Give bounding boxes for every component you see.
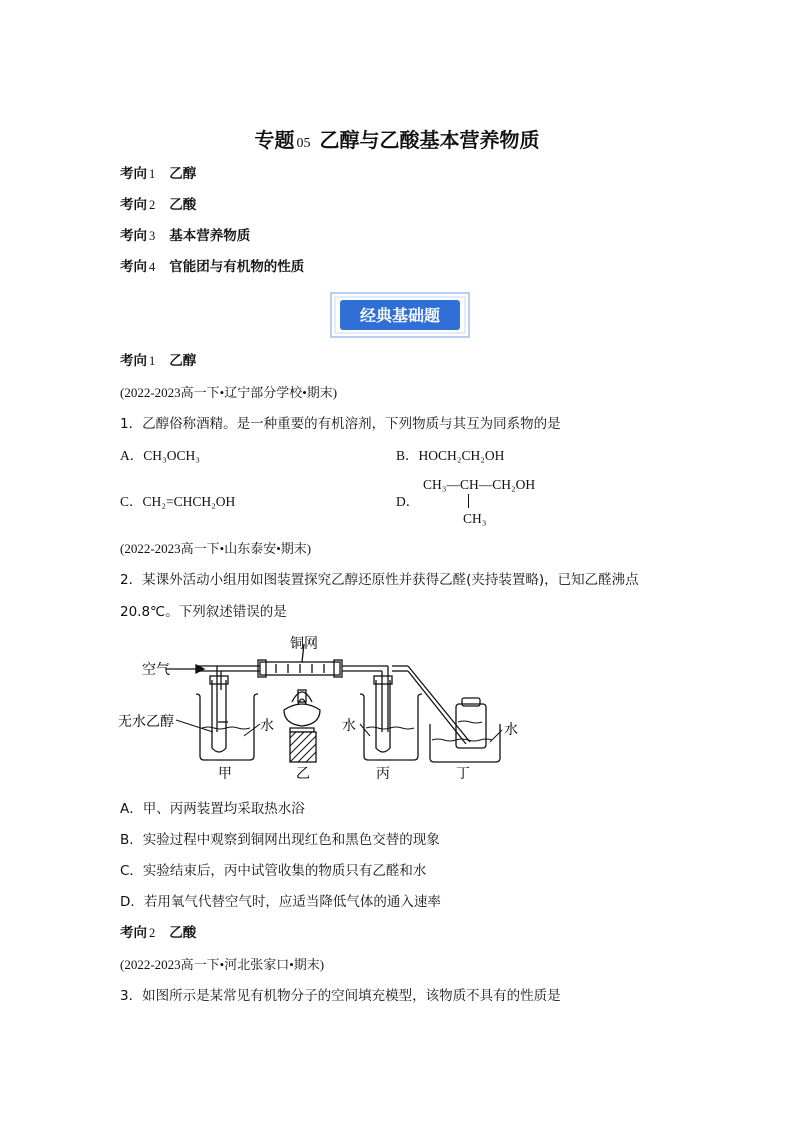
label-copper-mesh: 铜网 — [290, 636, 318, 652]
q1-option-b: B．HOCH₂CH₂OH — [396, 448, 505, 463]
q2-option-b: B．实验过程中观察到铜网出现红色和黑色交替的现象 — [120, 832, 440, 848]
badge-frame — [330, 290, 470, 340]
outline-item-4: 考向 4 官能团与有机物的性质 — [120, 259, 305, 275]
section-badge — [330, 290, 470, 340]
label-water-ding: 水 — [504, 722, 518, 738]
q1-option-d-formula: CH₃—CH—CH₂OH — [423, 477, 536, 492]
label-water-jia: 水 — [260, 718, 274, 734]
q3-stem: 3．如图所示是某常见有机物分子的空间填充模型，该物质不具有的性质是 — [120, 988, 561, 1004]
q1-option-d-branch: CH₃ — [463, 511, 487, 526]
q1-option-a: A．CH₃OCH₃ — [120, 448, 200, 463]
label-bing: 丙 — [376, 766, 390, 782]
label-air: 空气 — [142, 662, 170, 678]
q2-stem-line1: 2．某课外活动小组用如图装置探究乙醇还原性并获得乙醛(夹持装置略)，已知乙醛沸点 — [120, 572, 639, 588]
q2-source: (2022-2023高一下•山东泰安•期末) — [120, 541, 312, 556]
badge-text: 经典基础题 — [359, 306, 441, 325]
outline-item-1: 考向 1 乙醇 — [120, 166, 197, 182]
outline-item-2: 考向 2 乙酸 — [120, 197, 197, 213]
label-ding: 丁 — [456, 766, 470, 782]
q1-stem: 1．乙醇俗称酒精。是一种重要的有机溶剂，下列物质与其互为同系物的是 — [120, 416, 561, 432]
q1-option-c: C．CH₂=CHCH₂OH — [120, 494, 236, 509]
q1-option-d-label: D． — [396, 494, 420, 509]
title-text: 乙醇与乙酸基本营养物质 — [319, 128, 540, 152]
label-yi: 乙 — [296, 766, 310, 782]
page-title — [0, 124, 794, 153]
q2-stem-line2: 20.8℃。下列叙述错误的是 — [120, 604, 287, 620]
label-water-bing: 水 — [342, 718, 356, 734]
label-ethanol: 无水乙醇 — [118, 714, 174, 730]
outline-item-3: 考向 3 基本营养物质 — [120, 228, 251, 244]
apparatus-diagram — [118, 632, 538, 782]
q1-source: (2022-2023高一下•辽宁部分学校•期末) — [120, 385, 338, 400]
section-heading-1: 考向 1 乙醇 — [120, 353, 197, 369]
q2-option-a: A．甲、丙两装置均采取热水浴 — [120, 801, 305, 817]
q1-option-d-bond — [468, 494, 469, 508]
q2-option-d: D．若用氧气代替空气时，应适当降低气体的通入速率 — [120, 894, 441, 910]
q3-source: (2022-2023高一下•河北张家口•期末) — [120, 957, 325, 972]
label-jia: 甲 — [218, 766, 232, 782]
q2-option-c: C．实验结束后，丙中试管收集的物质只有乙醛和水 — [120, 863, 427, 879]
title-number: 05 — [296, 136, 311, 151]
section-heading-2: 考向 2 乙酸 — [120, 925, 197, 941]
title-prefix: 专题 — [254, 128, 295, 152]
